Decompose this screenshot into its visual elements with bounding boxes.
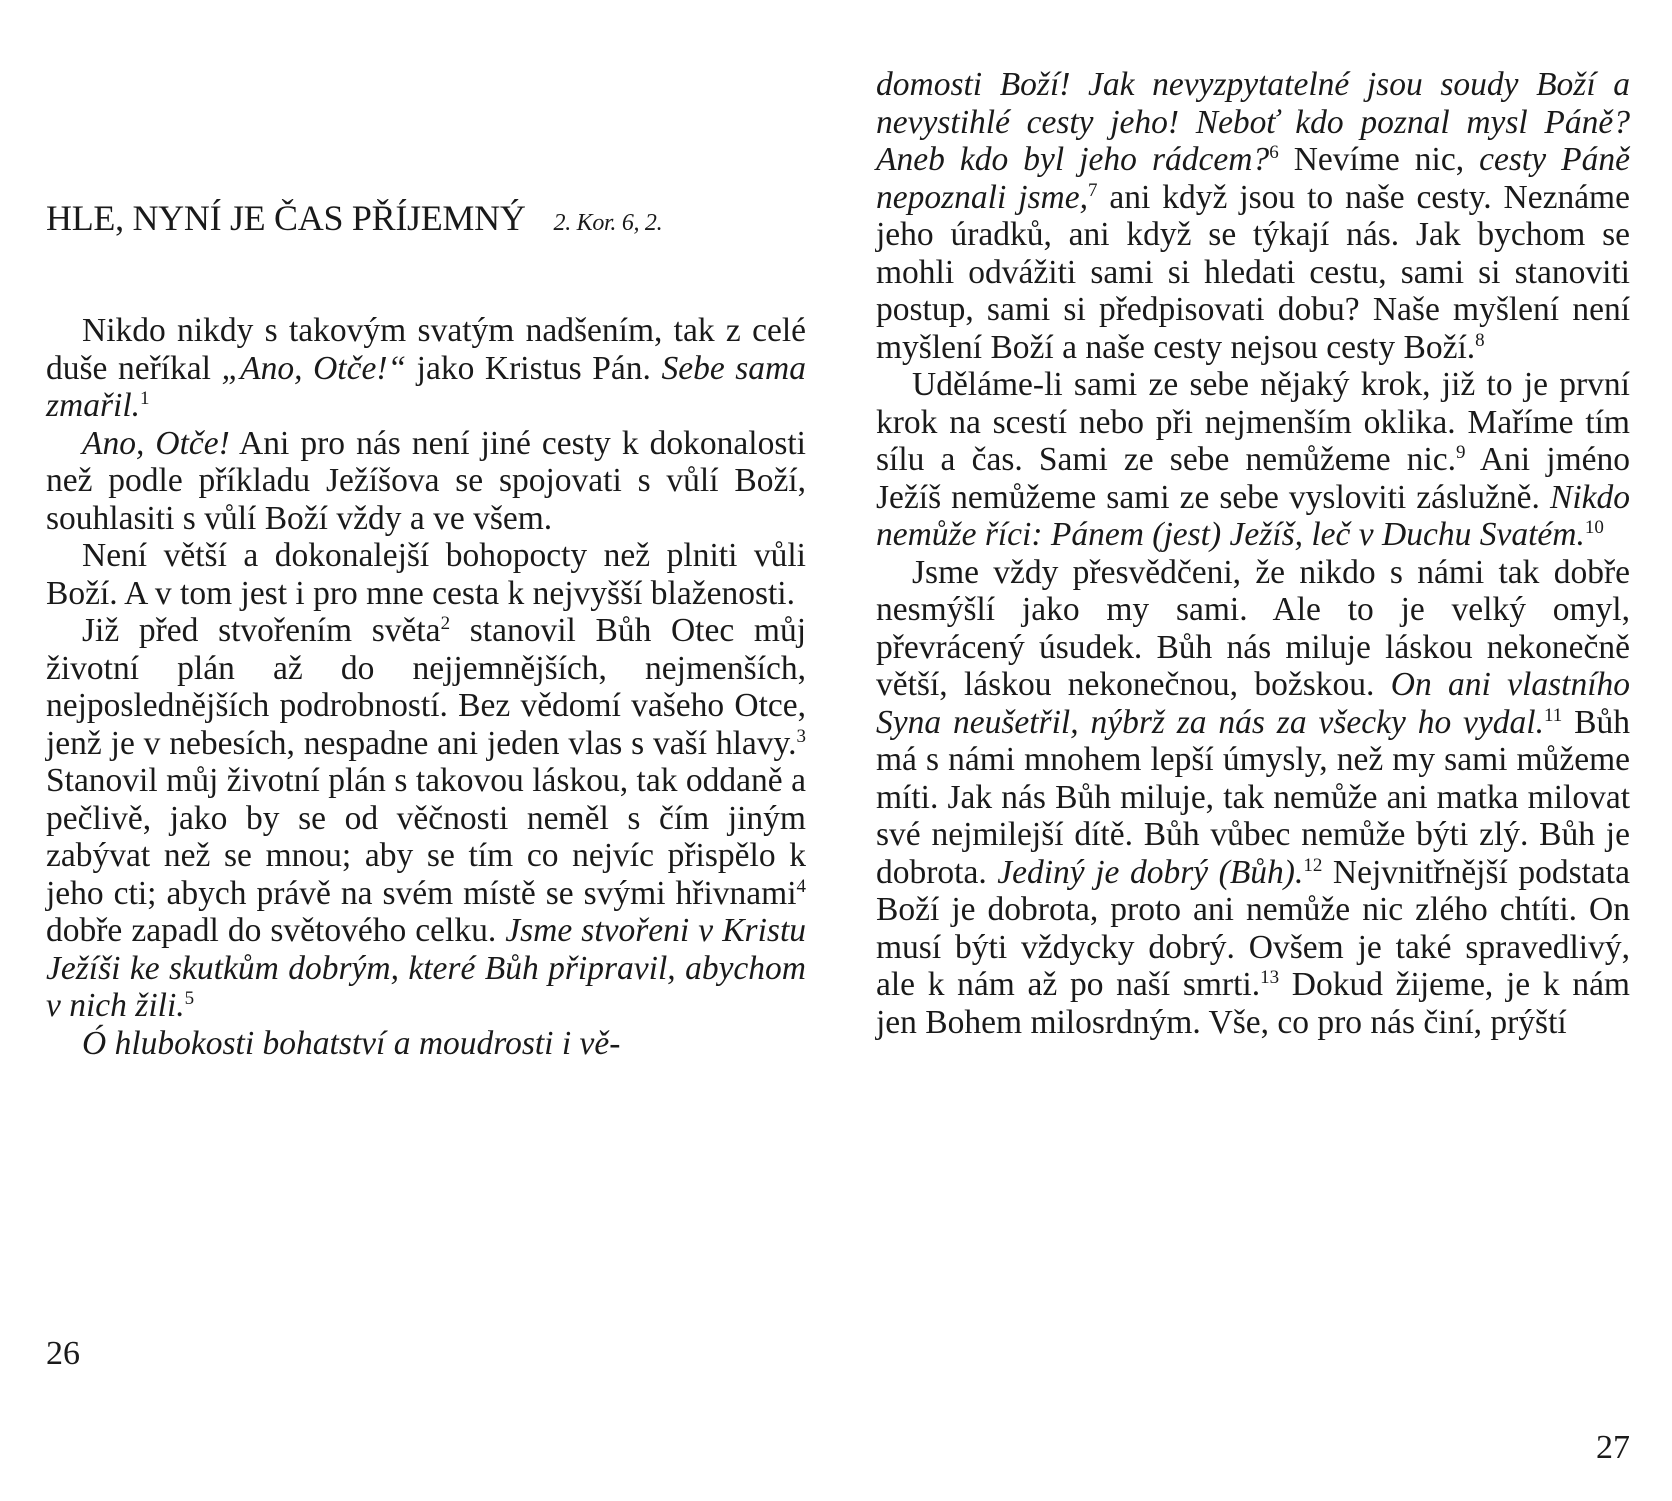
paragraph <box>46 1025 806 1063</box>
footnote-marker: 3 <box>796 725 806 747</box>
footnote-marker: 11 <box>1543 704 1563 726</box>
italic-quote: Ó hlubokosti bohatství a moudrosti i vě- <box>82 1024 621 1062</box>
footnote-marker: 13 <box>1260 967 1280 988</box>
italic-quote: Sebe sama zmařil. <box>46 349 807 424</box>
text-run: Ani pro nás není jiné cesty k dokonalosti než podle příkladu Ježíšova se spojovati s vůlí Boží, souhlasiti s vůlí Boží vždy a ve všem. <box>46 424 806 537</box>
chapter-title: HLE, NYNÍ JE ČAS PŘÍJEMNÝ <box>46 198 526 238</box>
footnote-marker: 10 <box>1584 517 1604 538</box>
footnote-marker: 8 <box>1475 329 1485 351</box>
paragraph <box>876 554 1630 1042</box>
footnote-marker: 7 <box>1087 179 1098 201</box>
text-run: stanovil Bůh Otec můj životní plán až do nejjemnějších, nejmenších, nejposlednějších podrobností. Bez vědomí vašeho Otce, jenž je v nebesích, nespadne ani jeden vlas s vaší hlavy. <box>46 612 806 762</box>
footnote-marker: 1 <box>140 388 150 409</box>
text-run: Není větší a dokonalejší bohopocty než plniti vůli Boží. A v tom jest i pro mne cesta k nejvyšší blaženosti. <box>46 537 806 612</box>
text-run: Nevíme nic, <box>1278 141 1480 178</box>
italic-quote: Jediný je dobrý (Bůh). <box>997 853 1304 891</box>
text-run: Dokud žijeme, je k nám jen Bohem milosrdným. Vše, co pro nás činí, prýští <box>876 966 1630 1041</box>
text-run: Uděláme-li sami ze sebe nějaký krok, již to je první krok na scestí nebo při nejmenším oklika. Maříme tím sílu a čas. Sami ze sebe nemůžeme nic. <box>876 366 1630 478</box>
paragraph <box>46 312 806 425</box>
italic-quote: Jsme stvořeni v Kristu Ježíši ke skutkům dobrým, které Bůh připravil, abychom v nich žili. <box>46 912 806 1024</box>
italic-quote: Nikdo nemůže říci: Pánem (jest) Ježíš, leč v Duchu Svatém. <box>876 478 1630 553</box>
paragraph <box>876 66 1630 366</box>
left-page-body <box>46 312 806 1062</box>
italic-quote: Ano, Otče! <box>82 424 230 462</box>
text-run: jako Kristus Pán. <box>406 349 662 387</box>
footnote-marker: 9 <box>1456 442 1466 463</box>
text-run: ani když jsou to naše cesty. Neznáme jeho úradků, ani když se týkají nás. Jak bychom se mohli odvážiti sami si hledati cestu, sami si stanoviti postup, sami si předpisovati dobu? Naše myšlení není myšlení Boží a naše cesty nejsou cesty Boží. <box>876 178 1630 366</box>
text-run: Nikdo nikdy s takovým svatým nadšením, tak z celé duše neříkal <box>46 312 806 387</box>
paragraph <box>46 425 806 538</box>
text-run: Nejvnitřnější podstata Boží je dobrota, proto ani nemůže nic zlého chtíti. On musí býti vždycky dobrý. Ovšem je také spravedlivý, ale k nám až po naší smrti. <box>876 853 1630 1003</box>
right-page-body <box>876 66 1630 1041</box>
footnote-marker: 12 <box>1303 854 1323 876</box>
chapter-heading <box>46 198 806 243</box>
italic-quote: On ani vlastního Syna neušetřil, nýbrž za nás za všecky ho vydal. <box>876 666 1631 741</box>
page-number: 27 <box>1596 1429 1630 1466</box>
footnote-marker: 2 <box>440 613 451 634</box>
text-run: Jsme vždy přesvědčeni, že nikdo s námi tak dobře nesmýšlí jako my sami. Ale to je velký omyl, převrácený úsudek. Bůh nás miluje láskou nekonečně větší, láskou nekonečnou, božskou. <box>876 553 1630 703</box>
text-run: Stanovil můj životní plán s takovou láskou, tak oddaně a pečlivě, jako by se od věčnosti neměl s čím jiným zabývat než se mnou; aby se tím co nejvíc přispělo k jeho cti; abych právě na svém místě se svými hřivnami <box>46 762 806 912</box>
text-run: Ani jméno Ježíš nemůžeme sami ze sebe vysloviti záslužně. <box>876 441 1630 516</box>
footnote-marker: 5 <box>184 988 195 1009</box>
paragraph <box>876 366 1630 554</box>
paragraph <box>46 537 806 612</box>
italic-quote: domosti Boží! Jak nevyzpytatelné jsou soudy Boží a nevystihlé cesty jeho! Neboť kdo poznal mysl Páně? Aneb kdo byl jeho rádcem? <box>876 66 1630 178</box>
paragraph <box>46 612 806 1025</box>
footnote-marker: 6 <box>1269 142 1279 163</box>
bible-reference: 2. Kor. 6, 2. <box>553 210 663 236</box>
italic-quote: „Ano, Otče!“ <box>221 349 407 387</box>
text-run: dobře zapadl do světového celku. <box>46 912 506 949</box>
footnote-marker: 4 <box>796 875 806 897</box>
page-number: 26 <box>46 1335 80 1372</box>
text-run: Již před stvořením světa <box>82 612 441 649</box>
text-run: Bůh má s námi mnohem lepší úmysly, než my sami můžeme míti. Jak nás Bůh miluje, tak nemůže ani matka milovat své nejmilejší dítě. Bůh vůbec nemůže býti zlý. Bůh je dobrota. <box>876 703 1630 891</box>
right-page <box>836 0 1672 1501</box>
italic-quote: cesty Páně nepoznali jsme, <box>876 141 1630 216</box>
